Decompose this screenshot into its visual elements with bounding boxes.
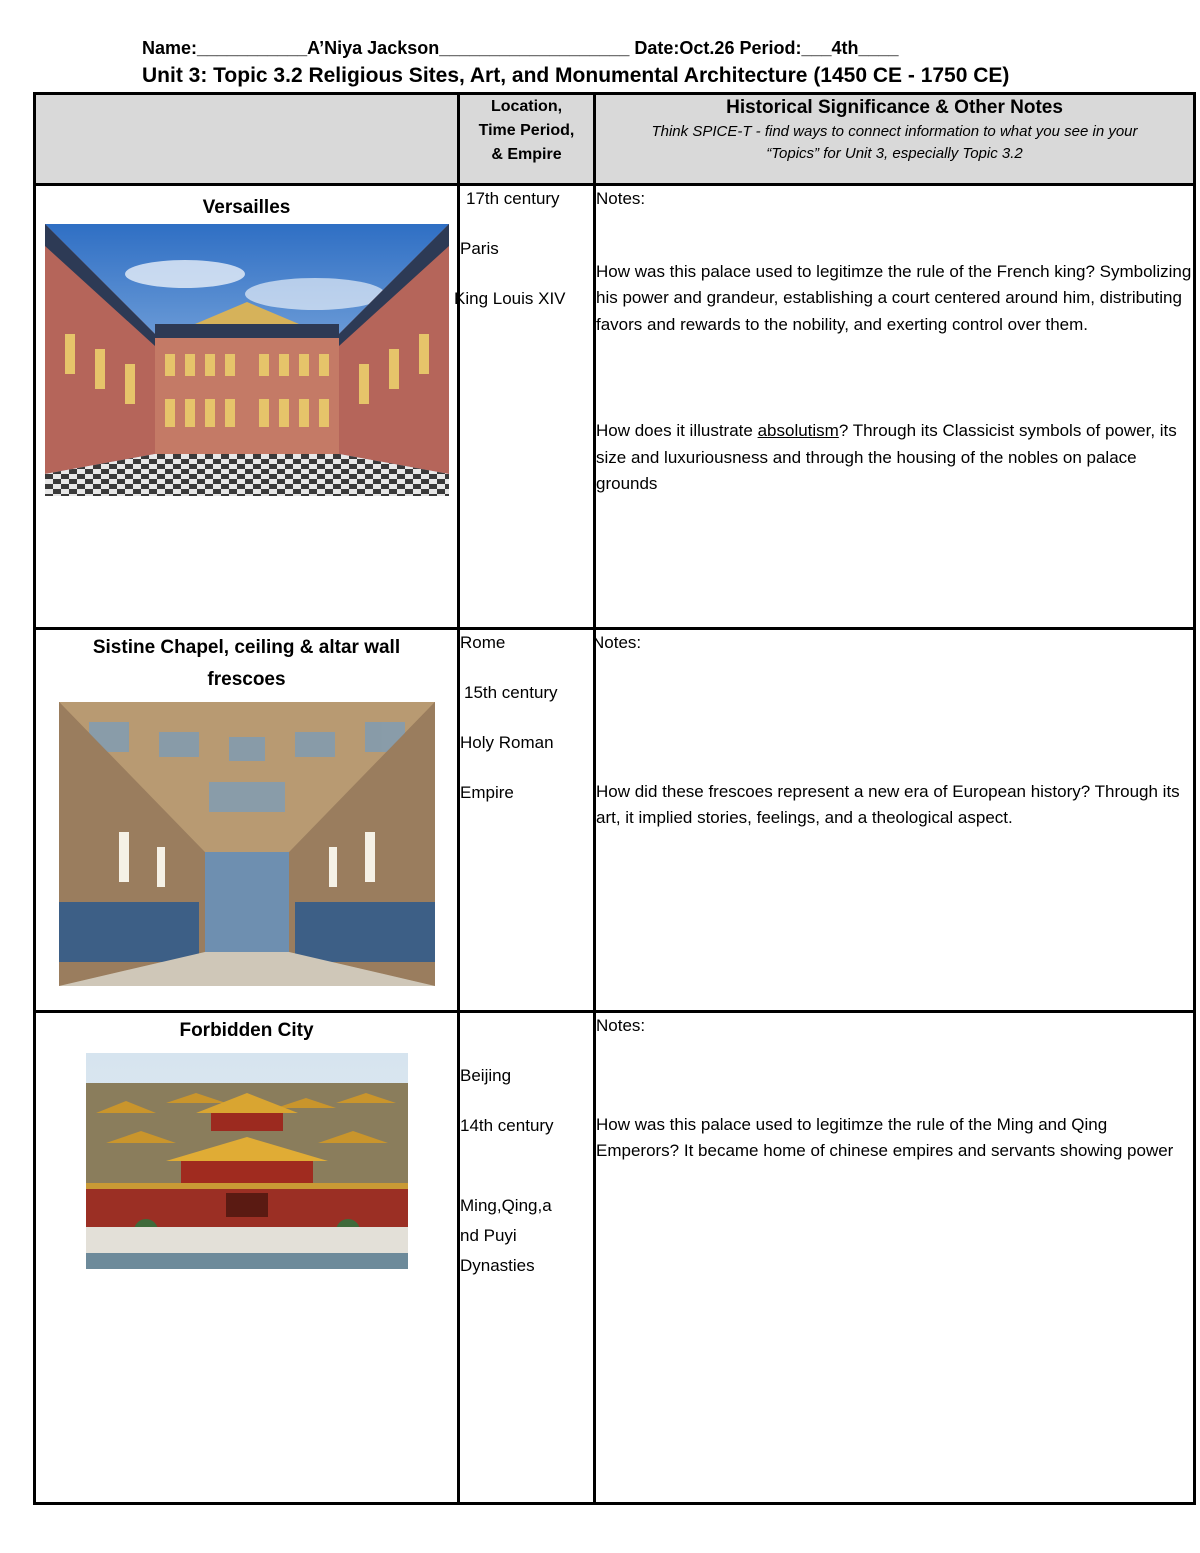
name-date-period-line: Name:___________A’Niya Jackson___________________ Date:Oct.26 Period:___4th____	[142, 38, 899, 58]
notes-label: Notes:	[596, 189, 646, 208]
sistine-chapel-photo	[59, 702, 435, 986]
header-time-period-line: Time Period,	[478, 122, 575, 139]
absolutism-term: absolutism	[757, 421, 839, 440]
site-name-sistine-line1: Sistine Chapel, ceiling & altar wall	[92, 637, 401, 658]
worksheet-title: Unit 3: Topic 3.2 Religious Sites, Art, and Monumental Architecture (1450 CE - 1750 CE)	[142, 64, 1010, 87]
table-row-forbidden-city	[35, 1012, 1195, 1504]
notes-question-legitimize: How was this palace used to legitimze the rule of the French king? Symbolizing his power and grandeur, establishing a court centered around him, distributing favors and rewards to the nobility, and exerting control over them.	[596, 261, 1192, 334]
notes-question-absolutism: How does it illustrate absolutism? Through its Classicist symbols of power, its size and luxuriousness and through the housing of the nobles on palace grounds	[596, 421, 1177, 493]
info-time-period: 14th century	[460, 1116, 554, 1135]
info-dynasties-line3: Dynasties	[460, 1256, 535, 1275]
header-spicet-note-line2: “Topics” for Unit 3, especially Topic 3.2	[766, 145, 1023, 162]
notes-question-legitimize: How was this palace used to legitimze the rule of the Ming and Qing Emperors? It became home of chinese empires and servants showing power	[596, 1114, 1174, 1160]
info-cell-forbidden-city	[459, 1012, 595, 1504]
table-row-versailles	[35, 185, 1195, 629]
site-name-forbidden-city: Forbidden City	[179, 1020, 314, 1041]
info-location: Beijing	[460, 1066, 512, 1085]
notes-cell-forbidden-city	[595, 1012, 1195, 1504]
header-cell-significance	[595, 94, 1195, 185]
forbidden-city-photo	[86, 1053, 408, 1269]
header-empire-line: & Empire	[491, 146, 562, 163]
notes-label: Notes:	[596, 1016, 646, 1035]
site-name-versailles: Versailles	[202, 197, 291, 218]
info-cell-sistine-chapel	[459, 629, 595, 1012]
table-header-row	[35, 94, 1195, 185]
info-cell-versailles	[454, 185, 595, 629]
header-significance-title: Historical Significance & Other Notes	[726, 97, 1063, 118]
info-empire-line2: Empire	[460, 783, 514, 802]
site-cell-forbidden-city	[35, 1012, 459, 1504]
site-cell-sistine-chapel	[35, 629, 459, 1012]
notes-cell-versailles	[595, 185, 1195, 629]
notes-cell-sistine-chapel	[592, 629, 1195, 1012]
table-row-sistine-chapel	[35, 629, 1195, 1012]
header-cell-location	[459, 94, 595, 185]
worksheet-table	[33, 92, 1196, 1505]
info-dynasties-line1: Ming,Qing,a	[460, 1196, 552, 1215]
site-cell-versailles	[35, 185, 459, 629]
info-location: Rome	[460, 633, 506, 652]
info-empire-line1: Holy Roman	[460, 733, 554, 752]
info-dynasties-line2: nd Puyi	[460, 1226, 517, 1245]
notes-question-new-era: How did these frescoes represent a new era of European history? Through its art, it implied stories, feelings, and a theological aspect.	[596, 781, 1180, 827]
versailles-photo	[45, 224, 449, 496]
info-time-period: 15th century	[464, 683, 558, 702]
header-location-line: Location,	[490, 98, 563, 115]
info-ruler: King Louis XIV	[454, 289, 566, 308]
info-time-period: 17th century	[466, 189, 560, 208]
site-name-sistine-line2: frescoes	[207, 669, 286, 690]
header-cell-blank	[35, 94, 459, 185]
notes-label: Notes:	[592, 633, 642, 652]
info-location: Paris	[460, 239, 499, 258]
header-spicet-note-line1: Think SPICE-T - find ways to connect information to what you see in your	[651, 123, 1138, 140]
